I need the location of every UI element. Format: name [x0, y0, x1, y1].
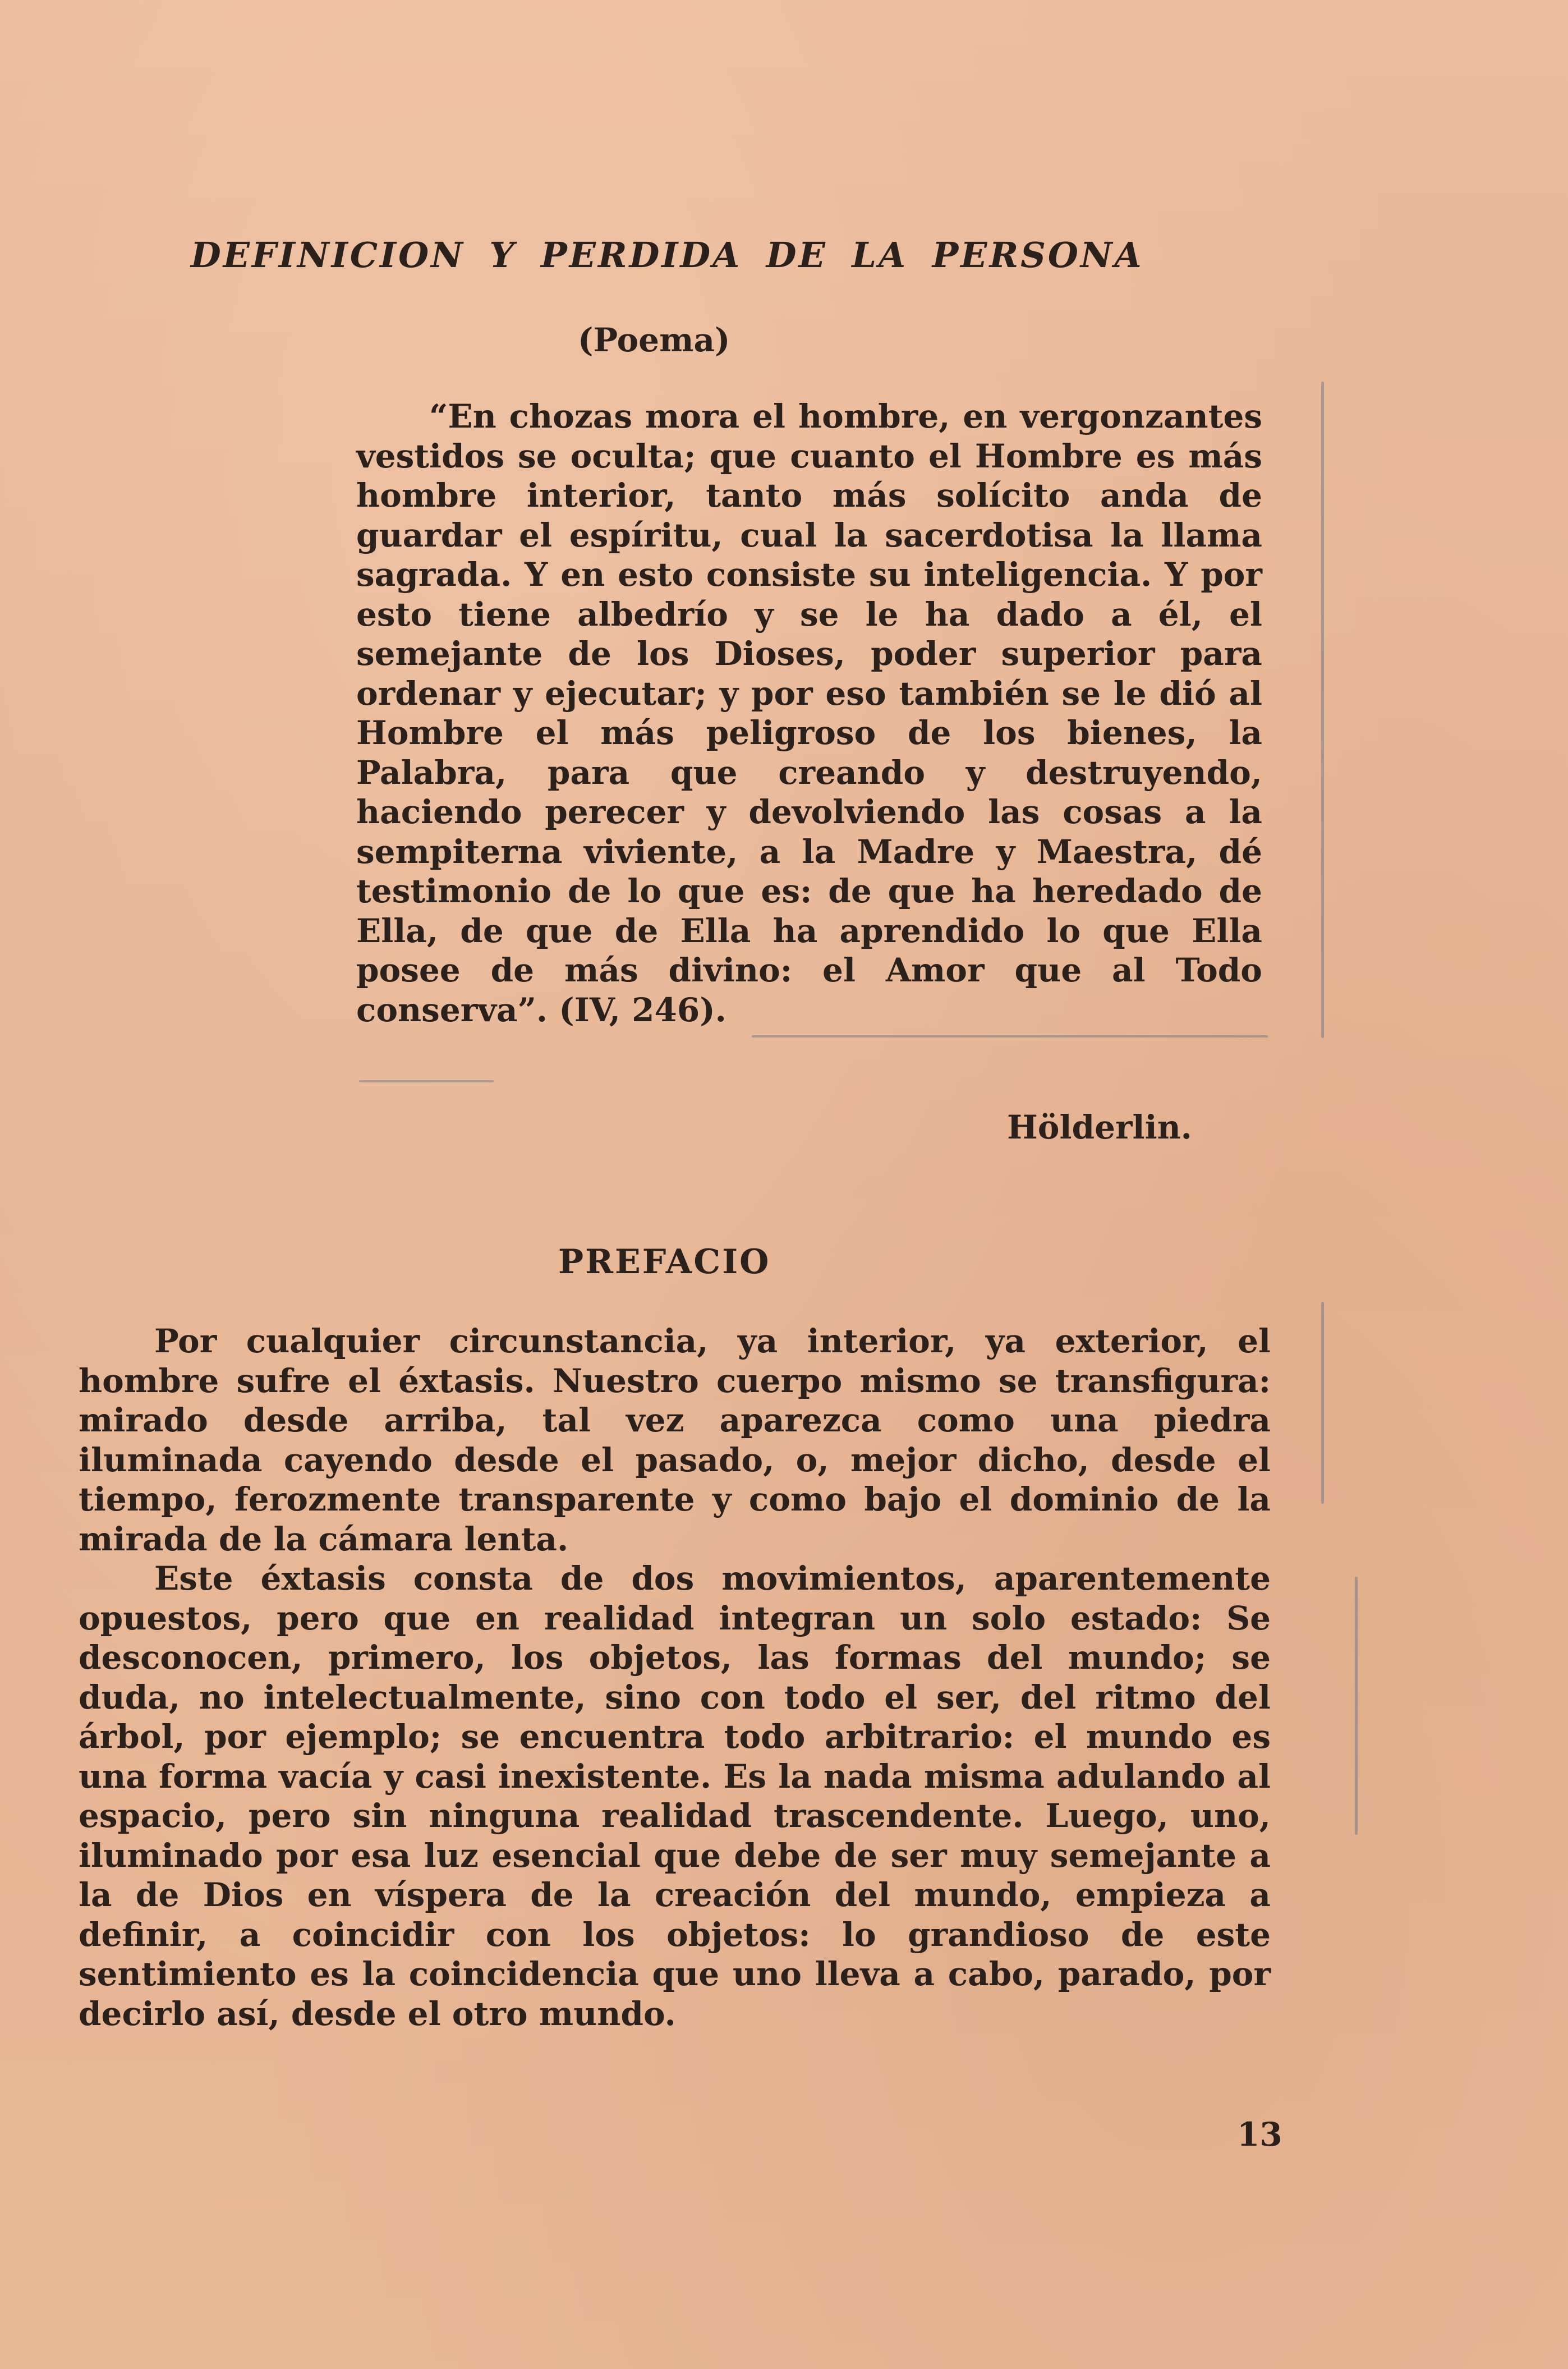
pencil-margin-mark [1355, 1577, 1358, 1835]
pencil-margin-mark [1321, 1302, 1324, 1504]
page-title: DEFINICION Y PERDIDA DE LA PERSONA [191, 235, 1144, 276]
pencil-underline-mark [752, 1035, 1268, 1037]
pencil-margin-mark [1321, 382, 1324, 1038]
section-body [79, 1321, 1271, 2033]
paragraph: Este éxtasis consta de dos movimientos, aparentemente opuestos, pero que en realidad integran un solo estado: Se desconocen, primero, los objetos, las formas del mundo; se duda, no intelectualmente, sino con todo el ser, del ritmo del árbol, por ejemplo; se encuentra todo arbitrario: el mundo es una forma vacía y casi inexistente. Es la nada misma adulando al espacio, pero sin ninguna realidad trascendente. Luego, uno, iluminado por esa luz esencial que debe de ser muy semejante a la de Dios en víspera de la creación del mundo, empieza a definir, a coincidir con los objetos: lo grandioso de este sentimiento es la coincidencia que uno lleva a cabo, parado, por decirlo así, desde el otro mundo. [79, 1559, 1271, 2033]
page-subtitle: (Poema) [578, 321, 730, 359]
section-heading: PREFACIO [558, 1242, 771, 1282]
page-number: 13 [1237, 2115, 1282, 2154]
epigraph-author: Hölderlin. [1007, 1108, 1192, 1146]
paragraph: Por cualquier circunstancia, ya interior, ya exterior, el hombre sufre el éxtasis. Nuestro cuerpo mismo se transfigura: mirado desde arriba, tal vez aparezca como una piedra iluminada cayendo desde el pasado, o, mejor dicho, desde el tiempo, ferozmente transparente y como bajo el dominio de la mirada de la cámara lenta. [79, 1322, 1271, 1558]
epigraph-quote: “En chozas mora el hombre, en vergonzantes vestidos se oculta; que cuanto el Hombre es más hombre interior, tanto más solícito anda de guardar el espíritu, cual la sacerdotisa la llama sagrada. Y en esto consiste su inteligencia. Y por esto tiene albedrío y se le ha dado a él, el semejante de los Dioses, poder superior para ordenar y ejecutar; y por eso también se le dió al Hombre el más peligroso de los bienes, la Palabra, para que creando y destruyendo, haciendo perecer y devolviendo las cosas a la sempiterna viviente, a la Madre y Maestra, dé testimonio de lo que es: de que ha heredado de Ella, de que de Ella ha aprendido lo que Ella posee de más divino: el Amor que al Todo conserva”. (IV, 246). [356, 397, 1262, 1029]
pencil-underline-mark [359, 1080, 494, 1082]
